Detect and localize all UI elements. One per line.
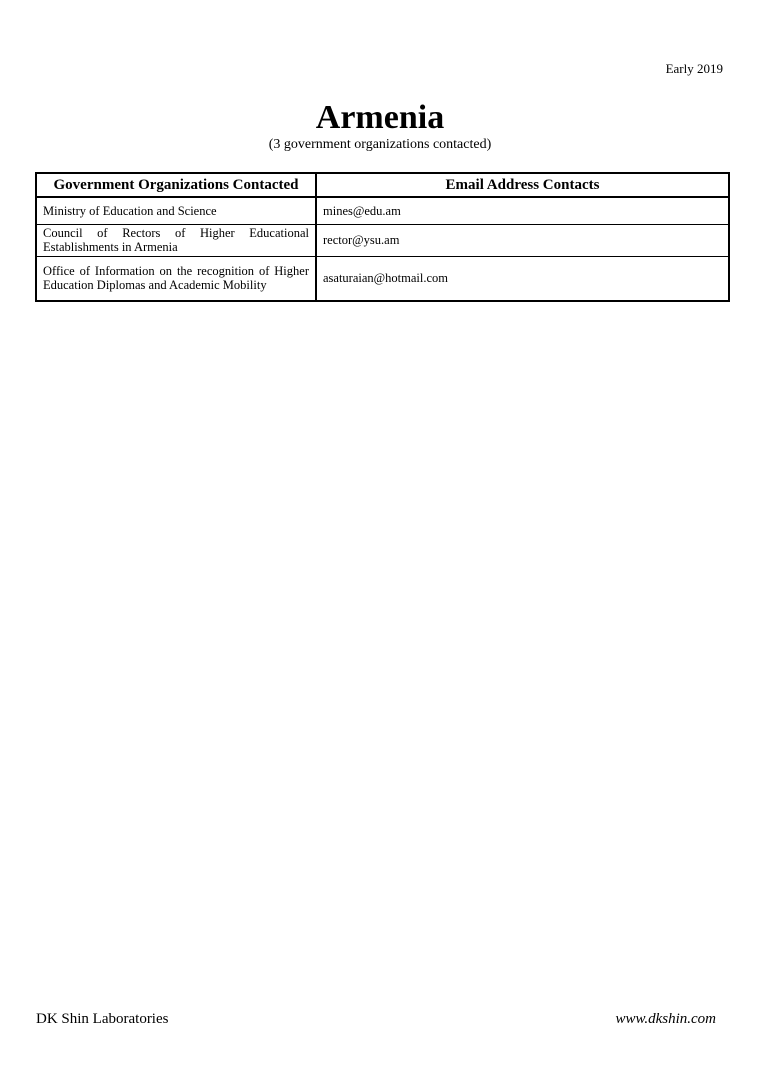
email-cell: asaturaian@hotmail.com: [316, 256, 729, 301]
table-row: [36, 224, 729, 256]
organization-cell: Council of Rectors of Higher Educational Establishments in Armenia: [36, 224, 316, 256]
table-row: [36, 256, 729, 301]
email-cell: rector@ysu.am: [316, 224, 729, 256]
footer-website: www.dkshin.com: [615, 1011, 716, 1027]
page-subtitle: (3 government organizations contacted): [268, 137, 492, 152]
organizations-table: [35, 172, 730, 302]
document-date: Early 2019: [665, 61, 723, 76]
organization-cell: Ministry of Education and Science: [36, 197, 316, 224]
column-header-emails: Email Address Contacts: [316, 173, 729, 197]
email-cell: mines@edu.am: [316, 197, 729, 224]
table-row: [36, 197, 729, 224]
table-header-row: [36, 173, 729, 197]
footer-organization-name: DK Shin Laboratories: [36, 1011, 169, 1027]
organization-cell: Office of Information on the recognition of Higher Education Diplomas and Academic Mobility: [36, 256, 316, 301]
page-title: Armenia: [315, 99, 445, 136]
column-header-organizations: Government Organizations Contacted: [36, 173, 316, 197]
